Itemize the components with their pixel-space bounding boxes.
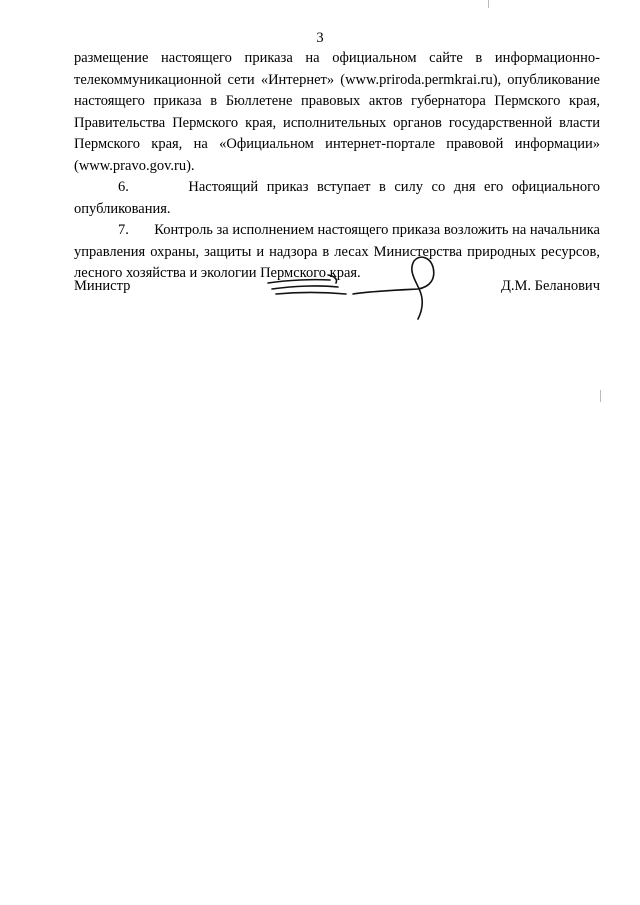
- scan-artifact-line: [488, 0, 489, 8]
- handwritten-signature: [258, 249, 458, 339]
- paragraph-7: 7. Контроль за исполнением настоящего приказа возложить на начальника управления охраны, защиты и надзора в лесах Министерства природных ресурсов, лесного хозяйства и экологии Пермского края.: [74, 222, 600, 281]
- paragraph-publication: размещение настоящего приказа на официальном сайте в информационно-телекоммуникационной сети «Интернет» (www.priroda.permkrai.ru), опубликование настоящего приказа в Бюллетене правовых актов губернатора Пермского края, Правительства Пермского края, исполнительных органов государственной власти Пермского края, на «Официальном интернет-портале правовой информации» (www.pravo.gov.ru).: [74, 50, 600, 174]
- paragraph-6: 6. Настоящий приказ вступает в силу со дня его официального опубликования.: [74, 179, 600, 217]
- page-number: 3: [316, 30, 324, 46]
- signatory-name: Д.М. Беланович: [500, 278, 600, 294]
- signature-block: [74, 275, 600, 345]
- signatory-title: Министр: [74, 278, 131, 294]
- scan-artifact-line: [600, 390, 601, 402]
